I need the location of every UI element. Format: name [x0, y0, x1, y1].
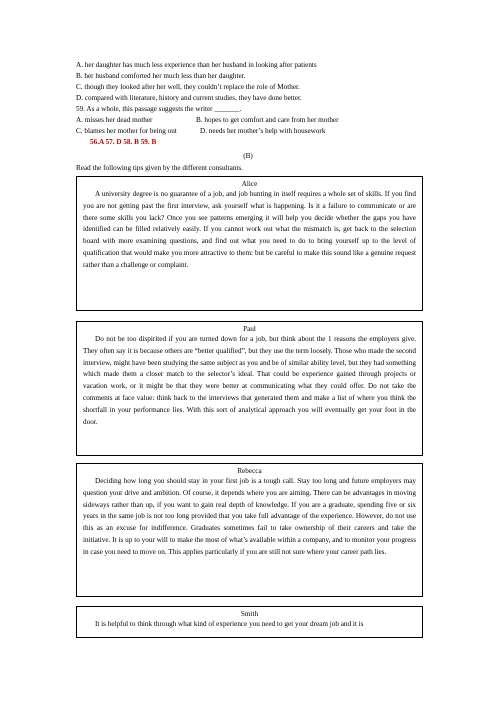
consultant-name: Alice [241, 180, 258, 188]
consultant-box-smith [76, 606, 423, 638]
q59-option-d: D. needs her mother’s help with housework [200, 127, 326, 135]
consultant-name: Smith [240, 610, 259, 618]
answer-key: 56.A 57. D 58. B 59. B [90, 138, 157, 146]
option-a: A. her daughter has much less experience than her husband in looking after patients [76, 61, 317, 69]
q59-option-b: B. hopes to get comfort and care from her mother [196, 116, 339, 124]
consultant-box-paul [76, 321, 423, 456]
consultant-box-rebecca [76, 463, 423, 597]
consultant-box-alice [76, 176, 423, 311]
option-c: C. though they looked after her well, they couldn’t replace the role of Mother. [76, 83, 300, 91]
section-label: (B) [243, 152, 253, 160]
instruction: Read the following tips given by the different consultants. [76, 164, 243, 172]
option-b: B. her husband comforted her much less than her daughter. [76, 72, 246, 80]
q59-option-c: C. blames her mother for being out [76, 127, 177, 135]
consultant-name: Paul [243, 325, 256, 333]
consultant-tip: It is helpful to think through what kind of experience you need to get your dream job and it is [95, 620, 364, 628]
q59-option-a: A. misses her dead mother [76, 116, 153, 124]
question-59: 59. As a whole, this passage suggests the writer _______. [76, 105, 242, 113]
consultant-tip: A university degree is no guarantee of a job, and job hunting in itself requires a whole set of skills. If you find you are not getting past the first interview, ask yourself what is happening. Is it a failure to communicate or are there some skills you lack? Once you see patterns emerging it will help you decide whether the gaps you have identified can be filled relatively easily. If you cannot work out what the mismatch is, get back to the selection board with more examining questions, and find out what you need to do to bring yourself up to the level of qualification that would make you more attractive to them: but be careful to make this sound like a genuine request rather than a challenge or complaint. [83, 190, 416, 269]
consultant-name: Rebecca [237, 467, 262, 475]
consultant-tip: Deciding how long you should stay in your first job is a tough call. Stay too long and future employers may question your drive and ambition. Of course, it depends where you are aiming. There can be advantages in moving sideways rather than up, if you want to gain real depth of knowledge. If you are a graduate, spending five or six years in the same job is not too long provided that you take full advantage of the experience. However, do not use this as an excuse for indifference. Graduates sometimes fail to take ownership of their careers and take the initiative. It is up to your will to make the most of what’s available within a company, and to monitor your progress in case you need to move on. This applies particularly if you are still not sure where your career path lies. [83, 477, 416, 556]
option-d: D. compared with literature, history and current studies, they have done better. [76, 94, 302, 102]
consultant-tip: Do not be too dispirited if you are turned down for a job, but think about the 1 reasons the employers give. They often say it is because others are “better qualified”, but they use the term loosely. Those who made the second interview, might have been studying the same subject as you and be of similar ability level, but they had something which made them a closer match to the selector’s ideal. That could be experience gained through projects or vacation work, or it might be that they were better at communicating what they could offer. Do not take the comments at face value: think back to the interviews that generated them and make a list of where you think the shortfall in your performance lies. With this sort of analytical approach you will eventually get your foot in the door. [83, 335, 416, 426]
